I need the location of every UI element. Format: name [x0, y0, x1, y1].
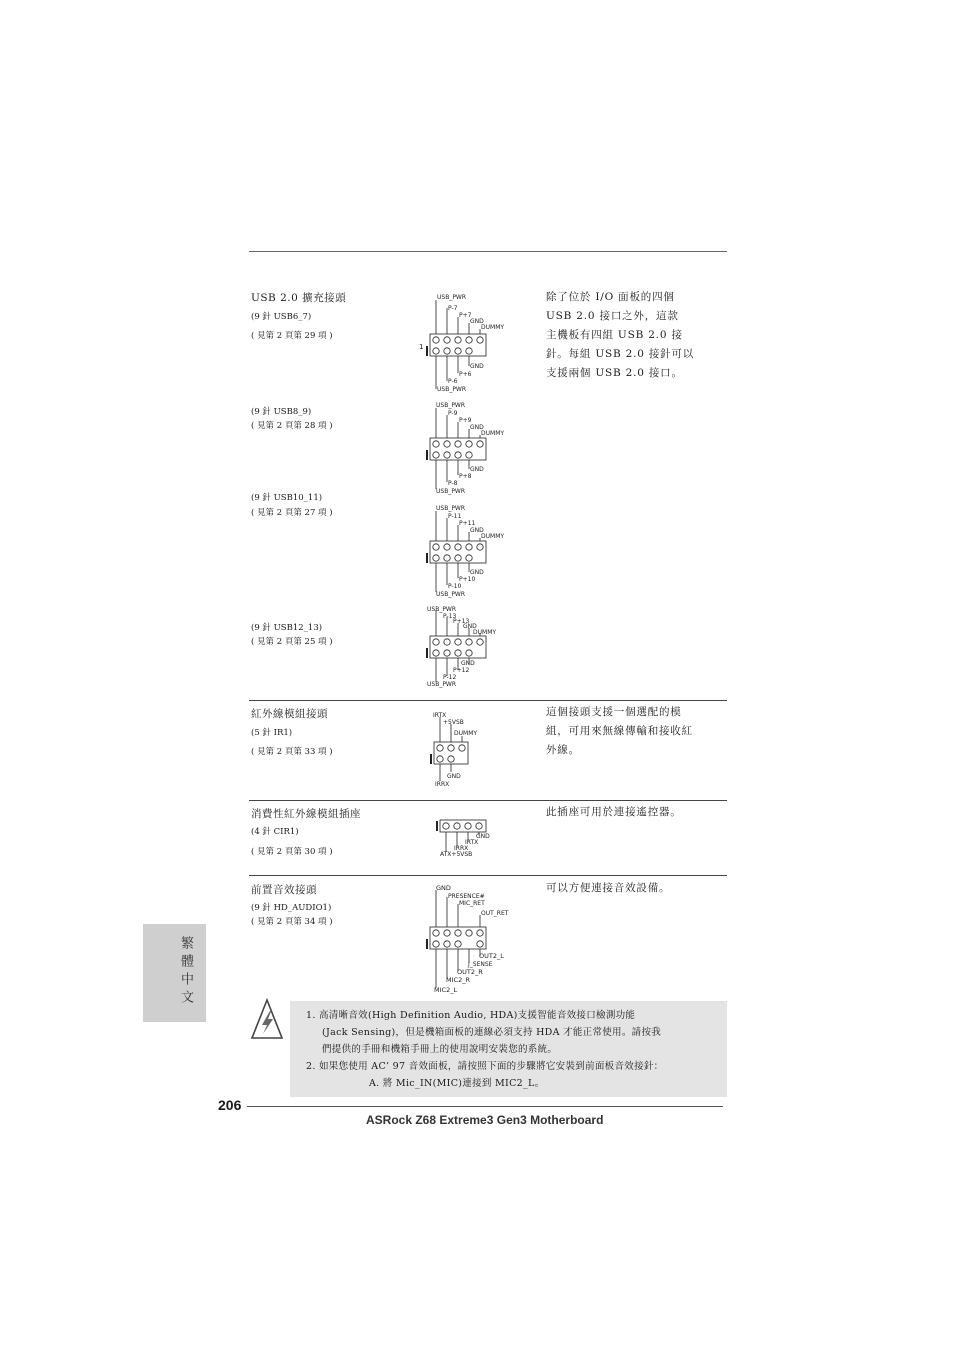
language-side-tab: [143, 924, 206, 1022]
usb12-top-label-4: GND: [463, 623, 477, 630]
usb8-9-header-diagram: [422, 398, 522, 496]
usb10-top-label-1: USB_PWR: [436, 505, 466, 512]
audio-description: 可以方便連接音效設備。: [546, 882, 671, 894]
usb6-top-label-2: P-7: [448, 305, 458, 312]
ir-description: 這個接頭支援一個選配的模 組，可用來無線傳輸和接收紅 外線。: [546, 706, 693, 756]
usb8-top-label-2: P-9: [448, 410, 458, 417]
usb12-bottom-label-2: P+12: [453, 667, 470, 674]
usb-group-4-pin: (9 針 USB12_13): [251, 623, 323, 633]
ir-header-diagram: [425, 708, 505, 790]
usb12-top-label-3: P+13: [453, 618, 470, 625]
usb12-bottom-label-3: P-12: [443, 674, 457, 681]
note-line-3: 們提供的手冊和機箱手冊上的使用說明安裝您的系統。: [322, 1044, 558, 1055]
section-divider-cir: [249, 800, 727, 801]
usb10-bottom-label-3: P-10: [448, 583, 462, 590]
usb-group-1-ref: ( 見第 2 頁第 29 項 ): [251, 331, 333, 341]
usb10-top-label-2: P-11: [448, 513, 462, 520]
usb10-bottom-label-4: USB_PWR: [436, 591, 466, 598]
audio-header-diagram: [423, 882, 523, 996]
section-divider-ir: [249, 700, 727, 701]
usb12-bottom-label-1: GND: [461, 660, 475, 667]
cir-title: 消費性紅外線模組插座: [251, 808, 361, 820]
usb6-7-header-diagram: [422, 291, 522, 396]
cir-header-diagram: [432, 815, 512, 861]
note-line-1: 1. 高清晰音效(High Definition Audio, HDA)支援智能音效接口檢測功能: [306, 1010, 636, 1021]
usb-group-2-pin: (9 針 USB8_9): [251, 407, 312, 417]
cir-label-1: GND: [476, 833, 490, 840]
usb8-bottom-label-2: P+8: [459, 473, 472, 480]
audio-bottom-label-2: J_SENSE: [468, 961, 493, 968]
usb8-top-label-1: USB_PWR: [436, 402, 466, 409]
pin-one-marker: 1: [419, 343, 424, 351]
audio-title: 前置音效接頭: [251, 884, 317, 896]
usb-group-3-ref: ( 見第 2 頁第 27 項 ): [251, 508, 333, 518]
ir-top-label-3: DUMMY: [454, 730, 478, 737]
warning-icon: [250, 998, 284, 1042]
cir-label-4: ATX+5VSB: [440, 851, 473, 858]
usb-group-2-ref: ( 見第 2 頁第 28 項 ): [251, 421, 333, 431]
usb6-bottom-label-4: USB_PWR: [437, 386, 467, 393]
usb10-bottom-label-1: GND: [470, 569, 484, 576]
note-line-5: A. 將 Mic_IN(MIC)連接到 MIC2_L。: [369, 1078, 545, 1089]
usb12-13-header-diagram: [422, 603, 522, 689]
usb8-bottom-label-3: P-8: [448, 480, 458, 487]
usb-group-4-ref: ( 見第 2 頁第 25 項 ): [251, 637, 333, 647]
usb8-top-label-4: GND: [470, 424, 484, 431]
ir-top-label-1: IRTX: [433, 712, 447, 719]
ir-bottom-label-1: GND: [447, 773, 461, 780]
cir-pin: (4 針 CIR1): [251, 827, 299, 837]
usb8-bottom-label-4: USB_PWR: [436, 488, 466, 495]
usb10-bottom-label-2: P+10: [459, 576, 476, 583]
ir-pin: (5 針 IR1): [251, 728, 293, 738]
usb10-11-header-diagram: [422, 501, 522, 599]
usb8-top-label-5: DUMMY: [481, 430, 505, 437]
usb12-bottom-label-4: USB_PWR: [427, 681, 457, 688]
note-line-2: (Jack Sensing)，但是機箱面板的連線必須支持 HDA 才能正常使用。請按我: [322, 1027, 662, 1038]
audio-bottom-label-3: OUT2_R: [457, 968, 483, 976]
audio-pin: (9 針 HD_AUDIO1): [251, 903, 332, 913]
ir-top-label-2: +5VSB: [443, 719, 464, 726]
usb6-top-label-3: P+7: [459, 312, 472, 319]
usb-group-1-pin: (9 針 USB6_7): [251, 312, 312, 322]
top-rule: [249, 251, 727, 252]
cir-label-3: IRRX: [454, 845, 469, 852]
usb-title: USB 2.0 擴充接頭: [251, 292, 347, 304]
usb6-top-label-1: USB_PWR: [437, 294, 467, 301]
note-line-4: 2. 如果您使用 AC’ 97 音效面板，請按照下面的步驟將它安裝到前面板音效接針：: [306, 1061, 664, 1072]
usb10-top-label-3: P+11: [459, 520, 476, 527]
cir-description: 此插座可用於連接遙控器。: [546, 806, 682, 818]
audio-bottom-label-5: MIC2_L: [434, 986, 458, 994]
cir-ref: ( 見第 2 頁第 30 項 ): [251, 847, 333, 857]
usb6-top-label-4: GND: [470, 318, 484, 325]
usb12-top-label-1: USB_PWR: [427, 606, 457, 613]
language-side-tab-label: 繁體中文: [178, 936, 193, 1008]
usb-group-3-pin: (9 針 USB10_11): [251, 493, 323, 503]
ir-title: 紅外線模組接頭: [251, 708, 328, 720]
usb10-top-label-5: DUMMY: [481, 533, 505, 540]
section-divider-audio: [249, 875, 727, 876]
usb8-top-label-3: P+9: [459, 417, 472, 424]
usb12-top-label-2: P-13: [443, 613, 457, 620]
audio-ref: ( 見第 2 頁第 34 項 ): [251, 917, 333, 927]
footer-rule: [247, 1106, 723, 1107]
audio-bottom-label-1: OUT2_L: [479, 952, 504, 960]
usb10-top-label-4: GND: [470, 527, 484, 534]
audio-top-label-2: PRESENCE#: [448, 893, 485, 900]
ir-ref: ( 見第 2 頁第 33 項 ): [251, 747, 333, 757]
footer-product-name: ASRock Z68 Extreme3 Gen3 Motherboard: [366, 1113, 604, 1127]
usb6-bottom-label-3: P-6: [448, 378, 458, 385]
usb6-bottom-label-2: P+6: [459, 371, 472, 378]
cir-label-2: IRTX: [465, 839, 479, 846]
ir-bottom-label-2: IRRX: [435, 781, 450, 788]
audio-top-label-3: MIC_RET: [459, 900, 485, 907]
audio-top-label-1: GND: [436, 884, 451, 892]
usb8-bottom-label-1: GND: [470, 466, 484, 473]
audio-top-label-4: OUT_RET: [481, 910, 509, 917]
usb12-top-label-5: DUMMY: [473, 629, 497, 636]
page-number: 206: [218, 1097, 242, 1113]
usb6-bottom-label-1: GND: [470, 363, 484, 370]
usb6-top-label-5: DUMMY: [481, 324, 505, 331]
usb-description: 除了位於 I/O 面板的四個 USB 2.0 接口之外，這款 主機板有四組 USB 2.0 接 針。每組 USB 2.0 接針可以 支援兩個 USB 2.0 接口。: [546, 291, 695, 379]
audio-bottom-label-4: MIC2_R: [446, 976, 470, 984]
